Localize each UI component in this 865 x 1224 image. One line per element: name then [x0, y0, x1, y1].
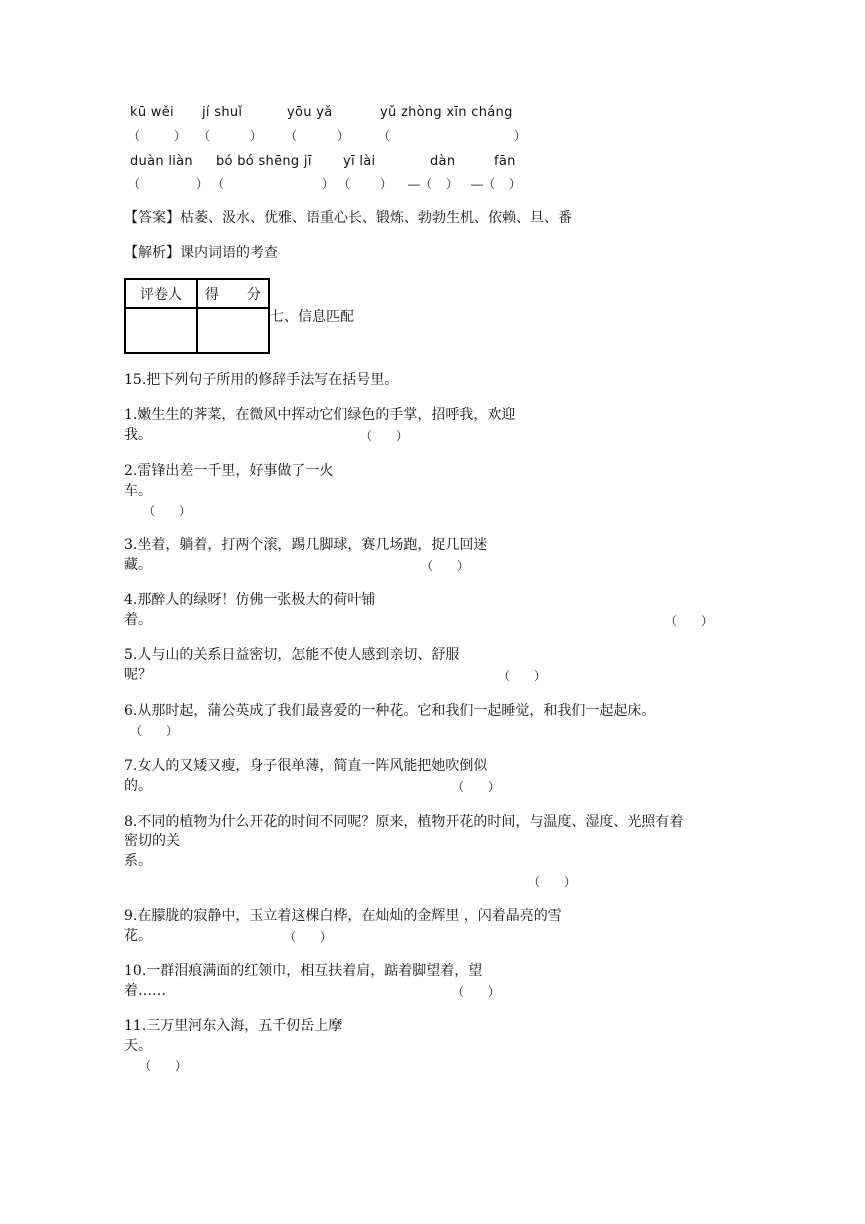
item-2-line2: 车。: [124, 483, 152, 499]
answer-line: [124, 208, 572, 228]
pinyin-7: yī lài: [343, 154, 376, 169]
item-7-line2: 的。: [124, 778, 152, 794]
pinyin-5: duàn liàn: [130, 154, 193, 169]
item-1-paren: （ ）: [360, 429, 409, 443]
score-cell: [197, 308, 269, 353]
analysis-label: 【解析】: [124, 245, 180, 261]
item-10-line2: 着……: [124, 983, 166, 999]
answer-label: 【答案】: [124, 210, 180, 226]
item-2-paren: （ ）: [143, 504, 192, 518]
pinyin-1: kū wěi: [130, 105, 174, 120]
answer-text: 枯萎、汲水、优雅、语重心长、锻炼、勃勃生机、依赖、旦、番: [180, 210, 572, 226]
item-7-line1: 7.女人的又矮又瘦，身子很单薄，简直一阵风能把她吹倒似: [124, 758, 488, 774]
item-5-line1: 5.人与山的关系日益密切，怎能不使人感到亲切、舒服: [124, 647, 460, 663]
item-4-line2: 着。: [124, 612, 152, 628]
item-1-line1: 1.嫩生生的荠菜，在微风中挥动它们绿色的手掌，招呼我，欢迎: [124, 407, 516, 423]
item-5-paren: （ ）: [498, 669, 547, 683]
item-9-line1: 9.在朦胧的寂静中，玉立着这棵白桦，在灿灿的金辉里 ，闪着晶亮的雪: [124, 908, 562, 924]
item-6-paren: （ ）: [130, 724, 179, 738]
grader-header: 评卷人: [125, 279, 197, 308]
blank-7: （ ）: [338, 177, 393, 191]
item-4-paren: （ ）: [665, 614, 714, 628]
grader-cell: [125, 308, 197, 353]
blank-3: （ ）: [285, 129, 350, 143]
item-10-line1: 10.一群泪痕满面的红领巾，相互扶着肩，踮着脚望着，望: [124, 963, 483, 979]
analysis-line: [124, 243, 278, 263]
pinyin-3: yōu yǎ: [287, 105, 333, 120]
question-title: 15.把下列句子所用的修辞手法写在括号里。: [124, 372, 399, 388]
item-8-line1b: 密切的关: [124, 833, 180, 849]
item-10-paren: （ ）: [452, 985, 501, 999]
item-7-paren: （ ）: [452, 780, 501, 794]
item-11-line1: 11.三万里河东入海，五千仞岳上摩: [124, 1018, 343, 1034]
item-3-paren: （ ）: [421, 559, 470, 573]
item-11-line2: 天。: [124, 1038, 152, 1054]
pinyin-6: bó bó shēng jī: [216, 154, 312, 169]
item-11-paren: （ ）: [139, 1059, 188, 1073]
blank-2: （ ）: [198, 129, 263, 143]
blank-4: （ ）: [378, 129, 527, 143]
item-9-line2: 花。: [124, 928, 152, 944]
item-8-paren: （ ）: [528, 875, 577, 889]
blank-8: —（ ）: [408, 177, 459, 191]
score-table: [124, 278, 270, 354]
item-3-line1: 3.坐着，躺着，打两个滚，踢几脚球，赛几场跑，捉几回迷: [124, 537, 488, 553]
item-1-line2: 我。: [124, 427, 152, 443]
item-6-line1: 6.从那时起，蒲公英成了我们最喜爱的一种花。它和我们一起睡觉，和我们一起起床。: [124, 703, 656, 719]
section-title: 七、信息匹配: [270, 309, 354, 325]
item-4-line1: 4.那醉人的绿呀！仿佛一张极大的荷叶铺: [124, 592, 376, 608]
item-3-line2: 藏。: [124, 557, 152, 573]
item-8-line1: 8.不同的植物为什么开花的时间不同呢？原来，植物开花的时间，与温度、湿度、光照有着: [124, 814, 684, 830]
item-9-paren: （ ）: [284, 930, 333, 944]
item-2-line1: 2.雷锋出差一千里，好事做了一火: [124, 463, 334, 479]
analysis-text: 课内词语的考查: [180, 245, 278, 261]
pinyin-9: fān: [494, 154, 516, 169]
pinyin-8: dàn: [430, 154, 456, 169]
pinyin-4: yǔ zhòng xīn cháng: [380, 105, 513, 120]
item-8-line2: 系。: [124, 853, 152, 869]
blank-1: （ ）: [128, 129, 187, 143]
blank-6: （ ）: [212, 177, 335, 191]
blank-5: （ ）: [128, 177, 209, 191]
pinyin-2: jí shuǐ: [202, 105, 243, 120]
blank-9: —（ ）: [471, 177, 522, 191]
score-header: 得 分: [197, 279, 269, 308]
item-5-line2: 呢？: [124, 667, 152, 683]
